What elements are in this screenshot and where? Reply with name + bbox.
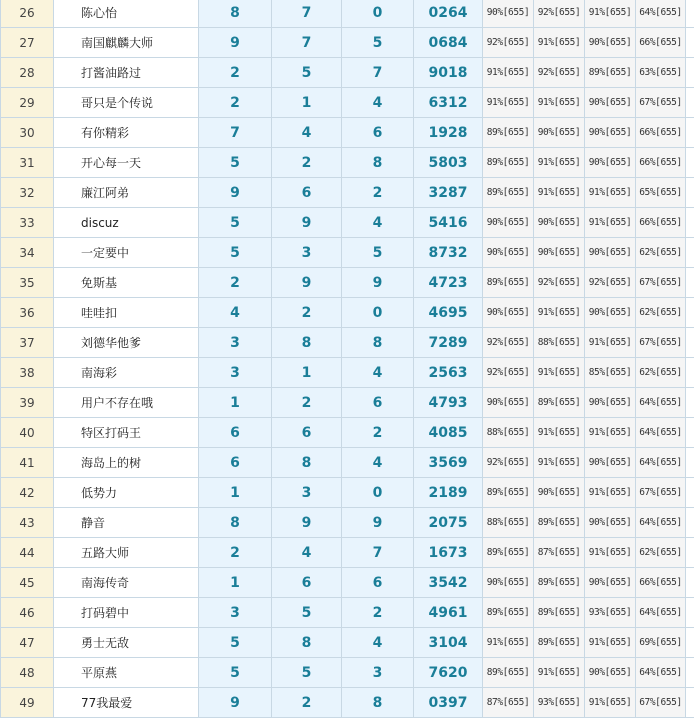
percent-2-cell: 89%[655]	[534, 508, 585, 537]
digit-1-cell: 9	[199, 688, 272, 717]
percent-1-cell: 89%[655]	[483, 538, 534, 567]
table-row	[1, 388, 694, 418]
digit-2-cell: 8	[272, 628, 342, 657]
percent-4-cell: 66%[655]	[636, 28, 686, 57]
percent-1-cell: 91%[655]	[483, 628, 534, 657]
code-cell: 6312	[414, 88, 483, 117]
percent-3-cell: 90%[655]	[585, 448, 636, 477]
digit-3-cell: 4	[342, 208, 414, 237]
rank-cell: 47	[1, 628, 54, 657]
digit-3-cell: 0	[342, 0, 414, 27]
digit-2-cell: 8	[272, 448, 342, 477]
rank-cell: 44	[1, 538, 54, 567]
percent-2-cell: 91%[655]	[534, 28, 585, 57]
code-cell: 4695	[414, 298, 483, 327]
rank-cell: 32	[1, 178, 54, 207]
table-row	[1, 58, 694, 88]
digit-3-cell: 7	[342, 538, 414, 567]
digit-2-cell: 9	[272, 268, 342, 297]
rank-cell: 42	[1, 478, 54, 507]
digit-1-cell: 2	[199, 58, 272, 87]
username-cell: 海岛上的树	[54, 448, 199, 477]
percent-1-cell: 89%[655]	[483, 598, 534, 627]
percent-2-cell: 88%[655]	[534, 328, 585, 357]
percent-4-cell: 65%[655]	[636, 178, 686, 207]
percent-4-cell: 64%[655]	[636, 508, 686, 537]
table-row	[1, 328, 694, 358]
percent-3-cell: 93%[655]	[585, 598, 636, 627]
percent-2-cell: 91%[655]	[534, 148, 585, 177]
code-cell: 2189	[414, 478, 483, 507]
digit-1-cell: 1	[199, 568, 272, 597]
table-row	[1, 538, 694, 568]
rank-cell: 26	[1, 0, 54, 27]
code-cell: 5416	[414, 208, 483, 237]
percent-3-cell: 90%[655]	[585, 568, 636, 597]
digit-3-cell: 8	[342, 328, 414, 357]
rank-cell: 34	[1, 238, 54, 267]
table-row	[1, 268, 694, 298]
digit-2-cell: 6	[272, 178, 342, 207]
code-cell: 5803	[414, 148, 483, 177]
digit-2-cell: 1	[272, 358, 342, 387]
code-cell: 0264	[414, 0, 483, 27]
percent-3-cell: 90%[655]	[585, 88, 636, 117]
percent-3-cell: 91%[655]	[585, 178, 636, 207]
digit-3-cell: 3	[342, 658, 414, 687]
rank-cell: 30	[1, 118, 54, 147]
table-row	[1, 628, 694, 658]
table-row	[1, 478, 694, 508]
username-cell: 南海传奇	[54, 568, 199, 597]
percent-4-cell: 64%[655]	[636, 388, 686, 417]
username-cell: 静音	[54, 508, 199, 537]
percent-1-cell: 88%[655]	[483, 508, 534, 537]
digit-1-cell: 3	[199, 328, 272, 357]
percent-2-cell: 93%[655]	[534, 688, 585, 717]
digit-3-cell: 6	[342, 568, 414, 597]
digit-3-cell: 2	[342, 418, 414, 447]
table-row	[1, 568, 694, 598]
percent-3-cell: 90%[655]	[585, 508, 636, 537]
digit-1-cell: 1	[199, 478, 272, 507]
code-cell: 3104	[414, 628, 483, 657]
username-cell: 南国麒麟大师	[54, 28, 199, 57]
percent-1-cell: 89%[655]	[483, 268, 534, 297]
percent-3-cell: 90%[655]	[585, 28, 636, 57]
percent-1-cell: 89%[655]	[483, 148, 534, 177]
username-cell: 一定要中	[54, 238, 199, 267]
percent-4-cell: 62%[655]	[636, 298, 686, 327]
digit-3-cell: 8	[342, 688, 414, 717]
digit-3-cell: 2	[342, 598, 414, 627]
code-cell: 7289	[414, 328, 483, 357]
percent-2-cell: 91%[655]	[534, 418, 585, 447]
percent-2-cell: 87%[655]	[534, 538, 585, 567]
percent-2-cell: 90%[655]	[534, 118, 585, 147]
percent-3-cell: 90%[655]	[585, 118, 636, 147]
username-cell: 哇哇扣	[54, 298, 199, 327]
table-row	[1, 298, 694, 328]
digit-3-cell: 9	[342, 508, 414, 537]
username-cell: discuz	[54, 208, 199, 237]
digit-3-cell: 4	[342, 88, 414, 117]
rank-cell: 36	[1, 298, 54, 327]
digit-1-cell: 8	[199, 0, 272, 27]
code-cell: 2563	[414, 358, 483, 387]
percent-1-cell: 91%[655]	[483, 58, 534, 87]
digit-3-cell: 4	[342, 358, 414, 387]
rank-cell: 40	[1, 418, 54, 447]
percent-2-cell: 91%[655]	[534, 178, 585, 207]
code-cell: 4723	[414, 268, 483, 297]
username-cell: 有你精彩	[54, 118, 199, 147]
username-cell: 77我最爱	[54, 688, 199, 717]
digit-1-cell: 2	[199, 268, 272, 297]
username-cell: 廉江阿弟	[54, 178, 199, 207]
digit-1-cell: 9	[199, 178, 272, 207]
digit-3-cell: 2	[342, 178, 414, 207]
rank-cell: 43	[1, 508, 54, 537]
code-cell: 3287	[414, 178, 483, 207]
digit-2-cell: 5	[272, 658, 342, 687]
percent-1-cell: 87%[655]	[483, 688, 534, 717]
percent-2-cell: 90%[655]	[534, 208, 585, 237]
digit-2-cell: 3	[272, 238, 342, 267]
percent-1-cell: 90%[655]	[483, 568, 534, 597]
digit-1-cell: 5	[199, 148, 272, 177]
percent-4-cell: 67%[655]	[636, 88, 686, 117]
percent-2-cell: 89%[655]	[534, 628, 585, 657]
rank-cell: 29	[1, 88, 54, 117]
table-row	[1, 508, 694, 538]
rank-cell: 45	[1, 568, 54, 597]
rank-cell: 46	[1, 598, 54, 627]
percent-4-cell: 64%[655]	[636, 418, 686, 447]
code-cell: 1673	[414, 538, 483, 567]
username-cell: 低势力	[54, 478, 199, 507]
percent-3-cell: 85%[655]	[585, 358, 636, 387]
percent-1-cell: 88%[655]	[483, 418, 534, 447]
percent-4-cell: 67%[655]	[636, 328, 686, 357]
percent-2-cell: 92%[655]	[534, 0, 585, 27]
username-cell: 打码碧中	[54, 598, 199, 627]
code-cell: 7620	[414, 658, 483, 687]
percent-1-cell: 89%[655]	[483, 178, 534, 207]
digit-3-cell: 4	[342, 628, 414, 657]
code-cell: 3569	[414, 448, 483, 477]
digit-2-cell: 2	[272, 688, 342, 717]
code-cell: 4961	[414, 598, 483, 627]
percent-1-cell: 92%[655]	[483, 358, 534, 387]
table-row	[1, 28, 694, 58]
table-row	[1, 148, 694, 178]
digit-1-cell: 7	[199, 118, 272, 147]
code-cell: 0684	[414, 28, 483, 57]
percent-3-cell: 92%[655]	[585, 268, 636, 297]
code-cell: 3542	[414, 568, 483, 597]
percent-4-cell: 62%[655]	[636, 238, 686, 267]
percent-1-cell: 90%[655]	[483, 238, 534, 267]
digit-2-cell: 2	[272, 388, 342, 417]
digit-1-cell: 8	[199, 508, 272, 537]
percent-3-cell: 91%[655]	[585, 688, 636, 717]
rank-cell: 27	[1, 28, 54, 57]
table-row	[1, 598, 694, 628]
digit-3-cell: 5	[342, 238, 414, 267]
digit-3-cell: 0	[342, 298, 414, 327]
digit-1-cell: 6	[199, 418, 272, 447]
percent-2-cell: 89%[655]	[534, 598, 585, 627]
percent-2-cell: 91%[655]	[534, 658, 585, 687]
percent-2-cell: 91%[655]	[534, 88, 585, 117]
percent-3-cell: 91%[655]	[585, 208, 636, 237]
rank-cell: 48	[1, 658, 54, 687]
username-cell: 开心每一天	[54, 148, 199, 177]
digit-2-cell: 5	[272, 58, 342, 87]
username-cell: 特区打码王	[54, 418, 199, 447]
percent-4-cell: 63%[655]	[636, 58, 686, 87]
digit-2-cell: 9	[272, 208, 342, 237]
code-cell: 1928	[414, 118, 483, 147]
table-row	[1, 208, 694, 238]
table-row	[1, 658, 694, 688]
code-cell: 4793	[414, 388, 483, 417]
percent-2-cell: 89%[655]	[534, 388, 585, 417]
username-cell: 刘德华他爹	[54, 328, 199, 357]
table-row	[1, 178, 694, 208]
username-cell: 五路大师	[54, 538, 199, 567]
digit-2-cell: 4	[272, 118, 342, 147]
username-cell: 打酱油路过	[54, 58, 199, 87]
percent-3-cell: 91%[655]	[585, 478, 636, 507]
percent-1-cell: 90%[655]	[483, 388, 534, 417]
percent-2-cell: 90%[655]	[534, 478, 585, 507]
code-cell: 2075	[414, 508, 483, 537]
table-row	[1, 688, 694, 718]
percent-2-cell: 92%[655]	[534, 58, 585, 87]
rank-cell: 28	[1, 58, 54, 87]
percent-4-cell: 67%[655]	[636, 478, 686, 507]
digit-1-cell: 4	[199, 298, 272, 327]
digit-1-cell: 1	[199, 388, 272, 417]
table-row	[1, 448, 694, 478]
percent-3-cell: 90%[655]	[585, 148, 636, 177]
digit-2-cell: 9	[272, 508, 342, 537]
digit-2-cell: 3	[272, 478, 342, 507]
digit-2-cell: 8	[272, 328, 342, 357]
percent-2-cell: 91%[655]	[534, 298, 585, 327]
digit-3-cell: 9	[342, 268, 414, 297]
code-cell: 8732	[414, 238, 483, 267]
code-cell: 4085	[414, 418, 483, 447]
username-cell: 哥只是个传说	[54, 88, 199, 117]
percent-1-cell: 92%[655]	[483, 328, 534, 357]
percent-1-cell: 92%[655]	[483, 448, 534, 477]
percent-1-cell: 90%[655]	[483, 0, 534, 27]
digit-1-cell: 5	[199, 238, 272, 267]
digit-2-cell: 7	[272, 0, 342, 27]
digit-2-cell: 2	[272, 298, 342, 327]
username-cell: 勇士无敌	[54, 628, 199, 657]
code-cell: 0397	[414, 688, 483, 717]
percent-1-cell: 92%[655]	[483, 28, 534, 57]
digit-1-cell: 9	[199, 28, 272, 57]
percent-3-cell: 90%[655]	[585, 298, 636, 327]
username-cell: 南海彩	[54, 358, 199, 387]
percent-4-cell: 64%[655]	[636, 598, 686, 627]
rank-cell: 37	[1, 328, 54, 357]
percent-1-cell: 89%[655]	[483, 478, 534, 507]
digit-2-cell: 6	[272, 568, 342, 597]
digit-1-cell: 3	[199, 358, 272, 387]
digit-3-cell: 0	[342, 478, 414, 507]
percent-1-cell: 91%[655]	[483, 88, 534, 117]
digit-2-cell: 1	[272, 88, 342, 117]
digit-1-cell: 5	[199, 208, 272, 237]
percent-4-cell: 67%[655]	[636, 268, 686, 297]
digit-2-cell: 2	[272, 148, 342, 177]
digit-3-cell: 6	[342, 118, 414, 147]
table-row	[1, 238, 694, 268]
percent-4-cell: 66%[655]	[636, 118, 686, 147]
percent-4-cell: 62%[655]	[636, 358, 686, 387]
table-row	[1, 418, 694, 448]
digit-2-cell: 6	[272, 418, 342, 447]
percent-3-cell: 91%[655]	[585, 328, 636, 357]
percent-2-cell: 90%[655]	[534, 238, 585, 267]
username-cell: 陈心怡	[54, 0, 199, 27]
rank-cell: 35	[1, 268, 54, 297]
digit-3-cell: 6	[342, 388, 414, 417]
digit-3-cell: 7	[342, 58, 414, 87]
percent-4-cell: 66%[655]	[636, 148, 686, 177]
percent-2-cell: 91%[655]	[534, 448, 585, 477]
percent-3-cell: 90%[655]	[585, 658, 636, 687]
percent-1-cell: 90%[655]	[483, 208, 534, 237]
username-cell: 免斯基	[54, 268, 199, 297]
rank-cell: 38	[1, 358, 54, 387]
percent-4-cell: 62%[655]	[636, 538, 686, 567]
percent-4-cell: 64%[655]	[636, 0, 686, 27]
percent-4-cell: 66%[655]	[636, 568, 686, 597]
digit-1-cell: 2	[199, 88, 272, 117]
digit-1-cell: 2	[199, 538, 272, 567]
percent-2-cell: 89%[655]	[534, 568, 585, 597]
percent-4-cell: 64%[655]	[636, 448, 686, 477]
percent-3-cell: 90%[655]	[585, 388, 636, 417]
digit-3-cell: 8	[342, 148, 414, 177]
digit-3-cell: 5	[342, 28, 414, 57]
username-cell: 用户不存在哦	[54, 388, 199, 417]
table-row	[1, 118, 694, 148]
percent-3-cell: 91%[655]	[585, 628, 636, 657]
rank-cell: 41	[1, 448, 54, 477]
percent-3-cell: 91%[655]	[585, 0, 636, 27]
digit-1-cell: 5	[199, 658, 272, 687]
percent-1-cell: 89%[655]	[483, 658, 534, 687]
percent-3-cell: 89%[655]	[585, 58, 636, 87]
percent-1-cell: 90%[655]	[483, 298, 534, 327]
percent-4-cell: 64%[655]	[636, 658, 686, 687]
digit-3-cell: 4	[342, 448, 414, 477]
rank-cell: 49	[1, 688, 54, 717]
digit-1-cell: 5	[199, 628, 272, 657]
rank-cell: 31	[1, 148, 54, 177]
digit-2-cell: 5	[272, 598, 342, 627]
percent-2-cell: 91%[655]	[534, 358, 585, 387]
percent-3-cell: 90%[655]	[585, 238, 636, 267]
code-cell: 9018	[414, 58, 483, 87]
percent-2-cell: 92%[655]	[534, 268, 585, 297]
percent-4-cell: 66%[655]	[636, 208, 686, 237]
table-row	[1, 0, 694, 28]
digit-2-cell: 4	[272, 538, 342, 567]
percent-4-cell: 67%[655]	[636, 688, 686, 717]
percent-4-cell: 69%[655]	[636, 628, 686, 657]
table-row	[1, 88, 694, 118]
digit-1-cell: 3	[199, 598, 272, 627]
percent-3-cell: 91%[655]	[585, 418, 636, 447]
username-cell: 平原燕	[54, 658, 199, 687]
digit-1-cell: 6	[199, 448, 272, 477]
rank-cell: 39	[1, 388, 54, 417]
table-row	[1, 358, 694, 388]
digit-2-cell: 7	[272, 28, 342, 57]
percent-1-cell: 89%[655]	[483, 118, 534, 147]
percent-3-cell: 91%[655]	[585, 538, 636, 567]
rank-cell: 33	[1, 208, 54, 237]
